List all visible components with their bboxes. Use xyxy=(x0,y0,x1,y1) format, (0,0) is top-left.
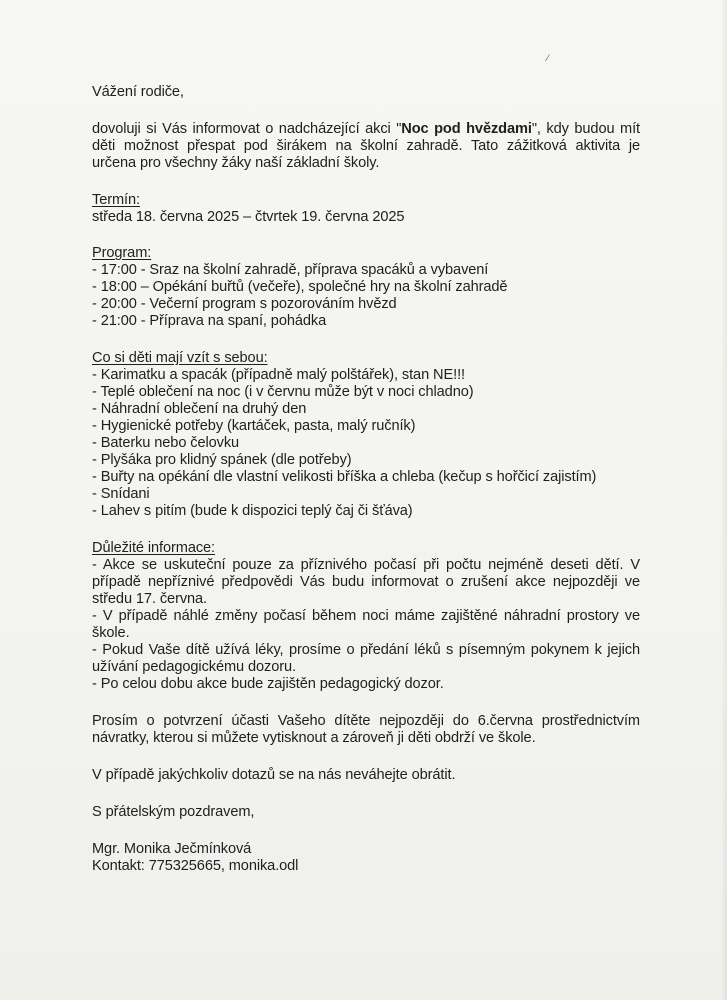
event-name: Noc pod hvězdami xyxy=(401,121,532,137)
packing-item: - Plyšáka pro klidný spánek (dle potřeby) xyxy=(92,452,352,468)
program-item: - 18:00 – Opékání buřtů (večeře), společné hry na školní zahradě xyxy=(92,279,508,295)
info-line: středu 17. června. xyxy=(92,591,208,607)
packing-item: - Teplé oblečení na noc (i v červnu může být v noci chladno) xyxy=(92,384,474,400)
confirm-line: návratky, kterou si můžete vytisknout a zároveň ji děti obdrží ve škole. xyxy=(92,730,536,746)
greeting: Vážení rodiče, xyxy=(92,84,184,100)
packing-item: - Baterku nebo čelovku xyxy=(92,435,240,451)
info-line: - V případě náhlé změny počasí během noci máme zajištěné náhradní prostory ve xyxy=(92,608,640,624)
info-line: užívání pedagogickému dozoru. xyxy=(92,659,296,675)
intro-line-2: děti možnost přespat pod širákem na školní zahradě. Tato zážitková aktivita je xyxy=(92,138,640,154)
packing-item: - Hygienické potřeby (kartáček, pasta, malý ručník) xyxy=(92,418,416,434)
packing-item: - Náhradní oblečení na druhý den xyxy=(92,401,307,417)
program-item: - 21:00 - Příprava na spaní, pohádka xyxy=(92,313,327,329)
signature-block xyxy=(92,841,640,875)
letter-body xyxy=(92,84,640,875)
packing-section xyxy=(92,350,640,520)
packing-item: - Snídani xyxy=(92,486,150,502)
info-line: případě nepříznivé předpovědi Vás budu informovat o zrušení akce nejpozději ve xyxy=(92,574,640,590)
page-edge-shadow xyxy=(721,0,727,1000)
info-line: - Po celou dobu akce bude zajištěn pedagogický dozor. xyxy=(92,676,444,692)
questions-line: V případě jakýchkoliv dotazů se na nás neváhejte obrátit. xyxy=(92,767,456,783)
program-heading: Program: xyxy=(92,245,152,261)
info-line: - Pokud Vaše dítě užívá léky, prosíme o předání léků s písemným pokynem k jejich xyxy=(92,642,640,658)
stray-mark: ⁄ xyxy=(547,53,549,63)
termin-value: středa 18. června 2025 – čtvrtek 19. června 2025 xyxy=(92,209,405,225)
intro-line-3: určena pro všechny žáky naší základní školy. xyxy=(92,155,380,171)
intro-line-1: dovoluji si Vás informovat o nadcházející akci "Noc pod hvězdami", kdy budou mít xyxy=(92,121,641,137)
confirm-paragraph xyxy=(92,713,640,747)
termin-heading: Termín: xyxy=(92,192,140,208)
intro-paragraph xyxy=(92,121,640,172)
packing-heading: Co si děti mají vzít s sebou: xyxy=(92,350,268,366)
info-line: - Akce se uskuteční pouze za příznivého počasí při počtu nejméně deseti dětí. V xyxy=(92,557,640,573)
program-section xyxy=(92,245,640,330)
info-heading: Důležité informace: xyxy=(92,540,216,556)
closing-line: S přátelským pozdravem, xyxy=(92,804,255,820)
packing-item: - Karimatku a spacák (případně malý polštářek), stan NE!!! xyxy=(92,367,465,383)
program-item: - 20:00 - Večerní program s pozorováním hvězd xyxy=(92,296,397,312)
info-line: škole. xyxy=(92,625,130,641)
signature-name: Mgr. Monika Ječmínková xyxy=(92,841,252,857)
termin-section xyxy=(92,192,640,226)
confirm-line: Prosím o potvrzení účasti Vašeho dítěte nejpozději do 6.června prostřednictvím xyxy=(92,713,640,729)
packing-item: - Lahev s pitím (bude k dispozici teplý čaj či šťáva) xyxy=(92,503,413,519)
signature-contact: Kontakt: 775325665, monika.odl xyxy=(92,858,299,874)
info-section xyxy=(92,540,640,693)
program-item: - 17:00 - Sraz na školní zahradě, příprava spacáků a vybavení xyxy=(92,262,489,278)
packing-item: - Buřty na opékání dle vlastní velikosti bříška a chleba (kečup s hořčicí zajistím) xyxy=(92,469,597,485)
